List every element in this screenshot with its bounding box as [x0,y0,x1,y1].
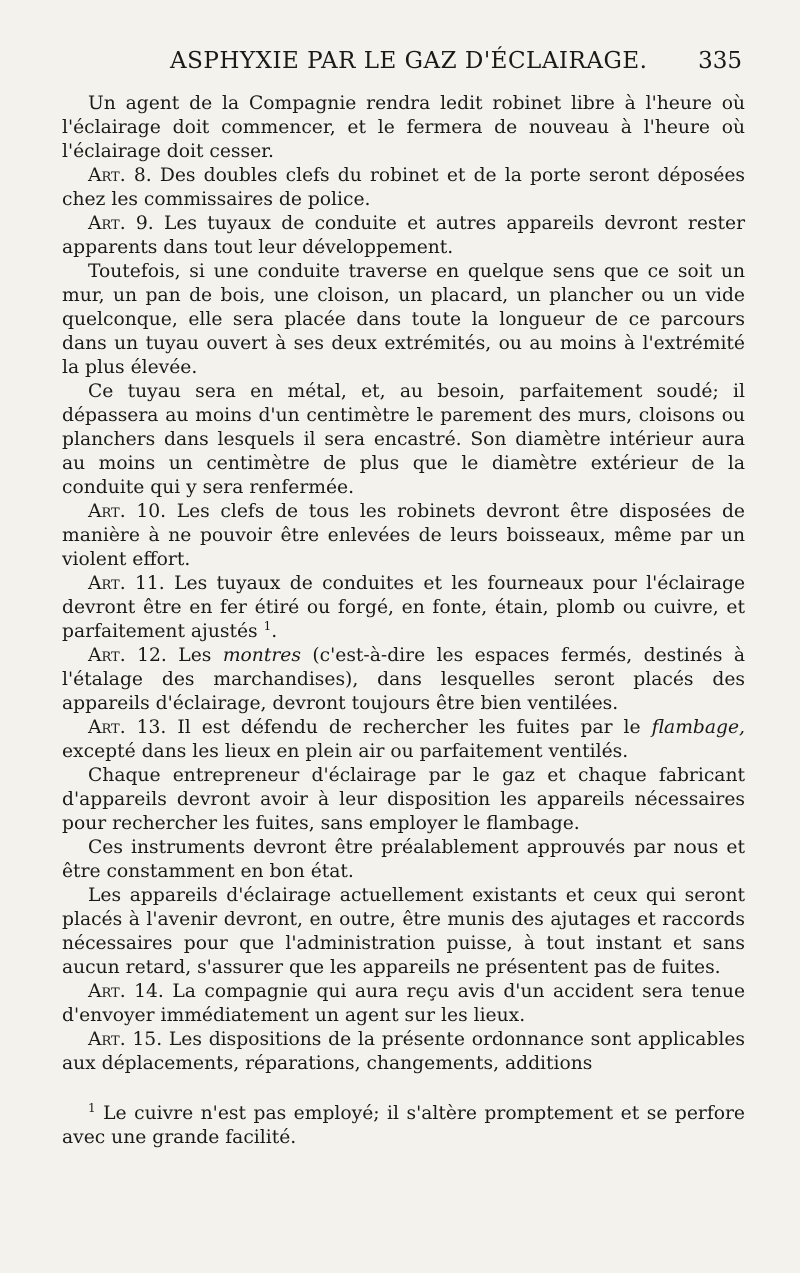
footnote [62,1102,745,1150]
footnote-reference: 1 [263,618,272,633]
body-text [62,92,745,1076]
article-9: Art. 9. Les tuyaux de conduite et autres appareils devront rester apparents dans tout leur développement. [62,213,745,258]
italic-term: flambage, [651,717,745,738]
article-14: Art. 14. La compagnie qui aura reçu avis d'un accident sera tenue d'envoyer immédiatement un agent sur les lieux. [62,981,745,1026]
article-10: Art. 10. Les clefs de tous les robinets devront être disposées de manière à ne pouvoir être enlevées de leurs boisseaux, même par un violent effort. [62,501,745,570]
article-label: Art. 9. [88,213,154,234]
article-label: Art. 14. [88,981,164,1002]
article-11: Art. 11. Les tuyaux de conduites et les fourneaux pour l'éclairage devront être en fer étiré ou forgé, en fonte, étain, plomb ou cuivre, et parfaitement ajustés $^1$. [62,573,746,642]
footnote-text: Le cuivre n'est pas employé; il s'altère promptement et se perfore avec une grande facilité. [62,1103,745,1148]
footnote-mark: 1 [88,1100,96,1115]
running-title: ASPHYXIE PAR LE GAZ D'ÉCLAIRAGE. [170,48,648,74]
paragraph: Ces instruments devront être préalablement approuvés par nous et être constamment en bon état. [62,837,745,882]
article-15: Art. 15. Les dispositions de la présente ordonnance sont applicables aux déplacements, réparations, changements, additions [62,1029,746,1074]
article-label: Art. 10. [88,501,167,522]
italic-term: montres [222,645,301,666]
article-label: Art. 12. [88,645,167,666]
paragraph: Toutefois, si une conduite traverse en quelque sens que ce soit un mur, un pan de bois, une cloison, un placard, un plancher ou un vide quelconque, elle sera placée dans toute la longueur de ce parcours dans un tuyau ouvert à ses deux extrémités, ou au moins à l'extrémité la plus élevée. [62,261,745,378]
article-label: Art. 13. [88,717,167,738]
paragraph: Ce tuyau sera en métal, et, au besoin, parfaitement soudé; il dépassera au moins d'un centimètre le parement des murs, cloisons ou planchers dans lesquels il sera encastré. Son diamètre intérieur aura au moins un centimètre de plus que le diamètre extérieur de la conduite qui y sera renfermée. [62,381,745,498]
article-label: Art. 8. [88,165,152,186]
paragraph: Chaque entrepreneur d'éclairage par le gaz et chaque fabricant d'appareils devront avoir à leur disposition les appareils nécessaires pour rechercher les fuites, sans employer le flambage. [62,765,745,834]
article-8: Art. 8. Des doubles clefs du robinet et de la porte seront déposées chez les commissaires de police. [62,165,746,210]
page-number: 335 [698,48,742,74]
article-13: Art. 13. Il est défendu de rechercher les fuites par le flambage, excepté dans les lieux en plein air ou parfaitement ventilés. [62,717,745,762]
article-label: Art. 15. [88,1029,163,1050]
paragraph: Les appareils d'éclairage actuellement existants et ceux qui seront placés à l'avenir devront, en outre, être munis des ajutages et raccords nécessaires pour que l'administration puisse, à tout instant et sans aucun retard, s'assurer que les appareils ne présentent pas de fuites. [62,885,745,978]
article-12: Art. 12. Les montres (c'est-à-dire les espaces fermés, destinés à l'étalage des marchandises), dans lesquelles seront placés des appareils d'éclairage, devront toujours être bien ventilées. [62,645,745,714]
article-label: Art. 11. [88,573,165,594]
paragraph: Un agent de la Compagnie rendra ledit robinet libre à l'heure où l'éclairage doit commencer, et le fermera de nouveau à l'heure où l'éclairage doit cesser. [62,93,745,162]
page-header [60,48,750,84]
